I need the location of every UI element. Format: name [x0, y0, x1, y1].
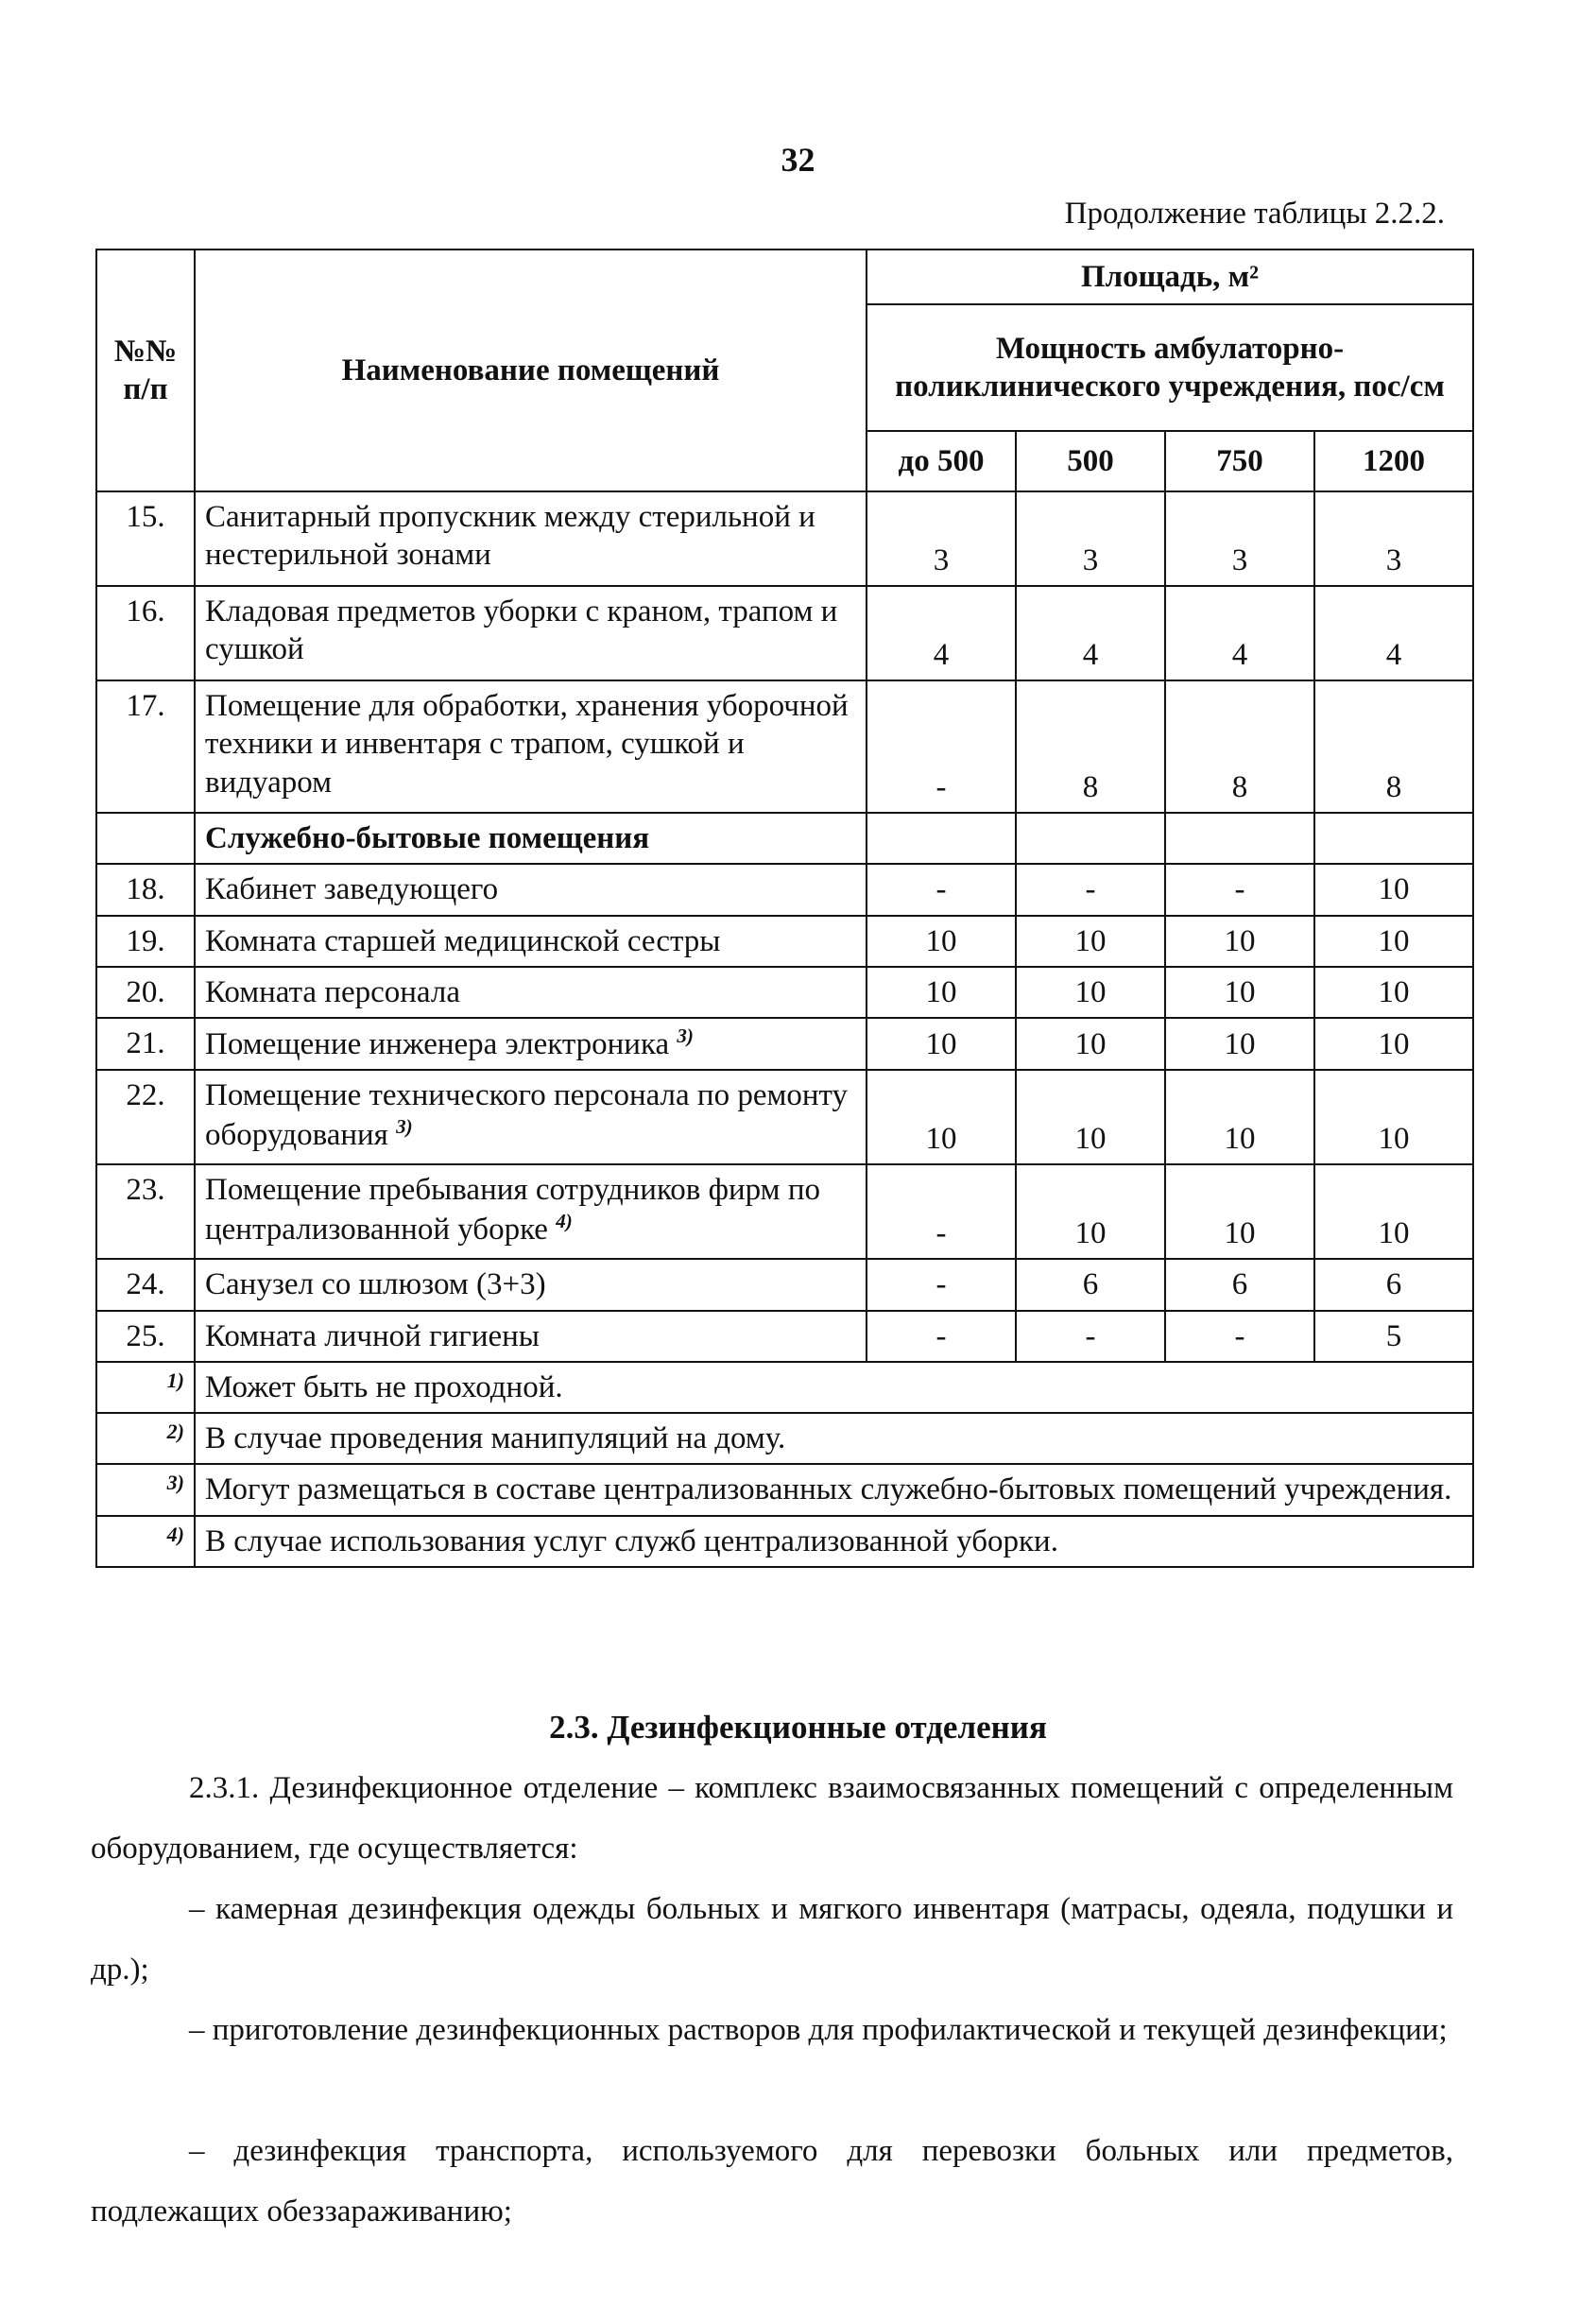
header-col-500: 500 [1016, 431, 1165, 491]
paragraph: – дезинфекция транспорта, используемого для перевозки больных или предметов, подлежащих обеззараживанию; [91, 2134, 1453, 2229]
area-value: - [867, 680, 1016, 813]
footnote-text: Могут размещаться в составе централизованных служебно-бытовых помещений учреждения. [195, 1464, 1473, 1515]
rooms-area-table [95, 249, 1474, 1568]
table-row [96, 1164, 1473, 1259]
room-name: Помещение для обработки, хранения уборочной техники и инвентаря с трапом, сушкой и видуаром [195, 680, 867, 813]
area-value: 10 [1314, 1018, 1473, 1070]
area-value: 10 [867, 1018, 1016, 1070]
row-number: 17. [96, 680, 195, 813]
room-name: Комната личной гигиены [205, 1318, 540, 1353]
table-continuation-label: Продолжение таблицы 2.2.2. [1064, 197, 1445, 231]
footnote-mark: 1) [96, 1362, 195, 1413]
footnote-ref: 3) [396, 1114, 413, 1138]
footnote-ref: 3) [677, 1024, 694, 1047]
room-name: Кабинет заведующего [205, 872, 499, 907]
paragraph: – приготовление дезинфекционных растворов для профилактической и текущей дезинфекции; [189, 2013, 1448, 2047]
row-number: 16. [96, 586, 195, 680]
area-value: 10 [1314, 864, 1473, 915]
footnote-ref: 4) [556, 1209, 573, 1232]
table-row [96, 680, 1473, 813]
table-row [96, 864, 1473, 915]
row-number: 21. [96, 1018, 195, 1070]
footnote-row [96, 1413, 1473, 1464]
room-name-cell [195, 1018, 867, 1070]
row-number: 20. [96, 967, 195, 1018]
area-value: 4 [867, 586, 1016, 680]
header-col-1200: 1200 [1314, 431, 1473, 491]
row-number: 15. [96, 491, 195, 586]
footnote-row [96, 1516, 1473, 1567]
room-name-cell [195, 967, 867, 1018]
footnote-mark: 3) [96, 1464, 195, 1515]
area-value: 4 [1314, 586, 1473, 680]
room-name-cell [195, 1259, 867, 1310]
area-value: 10 [1016, 967, 1165, 1018]
area-value: 10 [867, 967, 1016, 1018]
room-name: Комната персонала [205, 974, 460, 1009]
table-row [96, 586, 1473, 680]
room-name-cell [195, 1311, 867, 1362]
row-number: 24. [96, 1259, 195, 1310]
area-value: 10 [1016, 1018, 1165, 1070]
table-row [96, 1311, 1473, 1362]
area-value: 3 [1314, 491, 1473, 586]
area-value: 6 [1016, 1259, 1165, 1310]
header-capacity: Мощность амбулаторно-поликлинического учреждения, пос/см [867, 304, 1473, 431]
room-name: Помещение инженера электроника [205, 1027, 670, 1061]
header-col-up-to-500: до 500 [867, 431, 1016, 491]
area-value: - [1016, 1311, 1165, 1362]
footnote-mark: 2) [96, 1413, 195, 1464]
empty-cell [1016, 813, 1165, 864]
area-value: 3 [867, 491, 1016, 586]
room-name: Кладовая предметов уборки с краном, трапом и сушкой [195, 586, 867, 680]
area-value: - [1165, 1311, 1314, 1362]
table-row [96, 1070, 1473, 1164]
table-section-row [96, 813, 1473, 864]
area-value: 6 [1165, 1259, 1314, 1310]
area-value: 10 [1165, 967, 1314, 1018]
header-room-name: Наименование помещений [195, 250, 867, 491]
room-name: Помещение пребывания сотрудников фирм по централизованной уборке [205, 1173, 820, 1247]
area-value: 10 [1314, 1070, 1473, 1164]
area-value: 8 [1165, 680, 1314, 813]
area-value: - [867, 1259, 1016, 1310]
footnote-text: Может быть не проходной. [195, 1362, 1473, 1413]
header-col-750: 750 [1165, 431, 1314, 491]
area-value: 10 [1165, 916, 1314, 967]
area-value: - [867, 1164, 1016, 1259]
room-name: Санузел со шлюзом (3+3) [205, 1267, 546, 1302]
area-value: 8 [1016, 680, 1165, 813]
empty-cell [1314, 813, 1473, 864]
table-row [96, 491, 1473, 586]
footnote-text: В случае проведения манипуляций на дому. [195, 1413, 1473, 1464]
area-value: - [867, 864, 1016, 915]
area-value: - [1016, 864, 1165, 915]
room-name: Санитарный пропускник между стерильной и нестерильной зонами [195, 491, 867, 586]
footnote-mark: 4) [96, 1516, 195, 1567]
table-row [96, 1018, 1473, 1070]
area-value: - [867, 1311, 1016, 1362]
room-name-cell [195, 864, 867, 915]
empty-cell [867, 813, 1016, 864]
room-name-cell [195, 1164, 867, 1259]
area-value: 6 [1314, 1259, 1473, 1310]
header-area: Площадь, м² [867, 250, 1473, 304]
row-number: 18. [96, 864, 195, 915]
row-number: 19. [96, 916, 195, 967]
area-value: 10 [1314, 1164, 1473, 1259]
footnote-text: В случае использования услуг служб централизованной уборки. [195, 1516, 1473, 1567]
area-value: 10 [867, 1070, 1016, 1164]
section-heading: Служебно-бытовые помещения [195, 813, 867, 864]
section-title: 2.3. Дезинфекционные отделения [549, 1709, 1047, 1746]
paragraph: – камерная дезинфекция одежды больных и мягкого инвентаря (матрасы, одеяла, подушки и др.); [91, 1892, 1453, 1987]
row-number: 22. [96, 1070, 195, 1164]
area-value: - [1165, 864, 1314, 915]
header-row-number: №№ п/п [96, 250, 195, 491]
area-value: 10 [1016, 1070, 1165, 1164]
empty-cell [1165, 813, 1314, 864]
area-value: 10 [1016, 916, 1165, 967]
room-name: Помещение технического персонала по ремонту оборудования [205, 1078, 848, 1152]
area-value: 10 [1165, 1070, 1314, 1164]
room-name: Комната старшей медицинской сестры [205, 923, 721, 958]
table-row [96, 967, 1473, 1018]
row-number: 23. [96, 1164, 195, 1259]
area-value: 4 [1165, 586, 1314, 680]
section-number-cell [96, 813, 195, 864]
area-value: 10 [1314, 916, 1473, 967]
footnote-row [96, 1464, 1473, 1515]
area-value: 3 [1165, 491, 1314, 586]
paragraph: 2.3.1. Дезинфекционное отделение – комплекс взаимосвязанных помещений с определенным оборудованием, где осуществляется: [91, 1771, 1453, 1866]
table-row [96, 916, 1473, 967]
row-number: 25. [96, 1311, 195, 1362]
area-value: 4 [1016, 586, 1165, 680]
room-name-cell [195, 916, 867, 967]
area-value: 10 [1165, 1018, 1314, 1070]
area-value: 8 [1314, 680, 1473, 813]
room-name-cell [195, 1070, 867, 1164]
area-value: 3 [1016, 491, 1165, 586]
table-row [96, 1259, 1473, 1310]
area-value: 10 [1016, 1164, 1165, 1259]
area-value: 10 [1165, 1164, 1314, 1259]
area-value: 10 [1314, 967, 1473, 1018]
page-number: 32 [781, 141, 815, 179]
footnote-row [96, 1362, 1473, 1413]
area-value: 10 [867, 916, 1016, 967]
area-value: 5 [1314, 1311, 1473, 1362]
